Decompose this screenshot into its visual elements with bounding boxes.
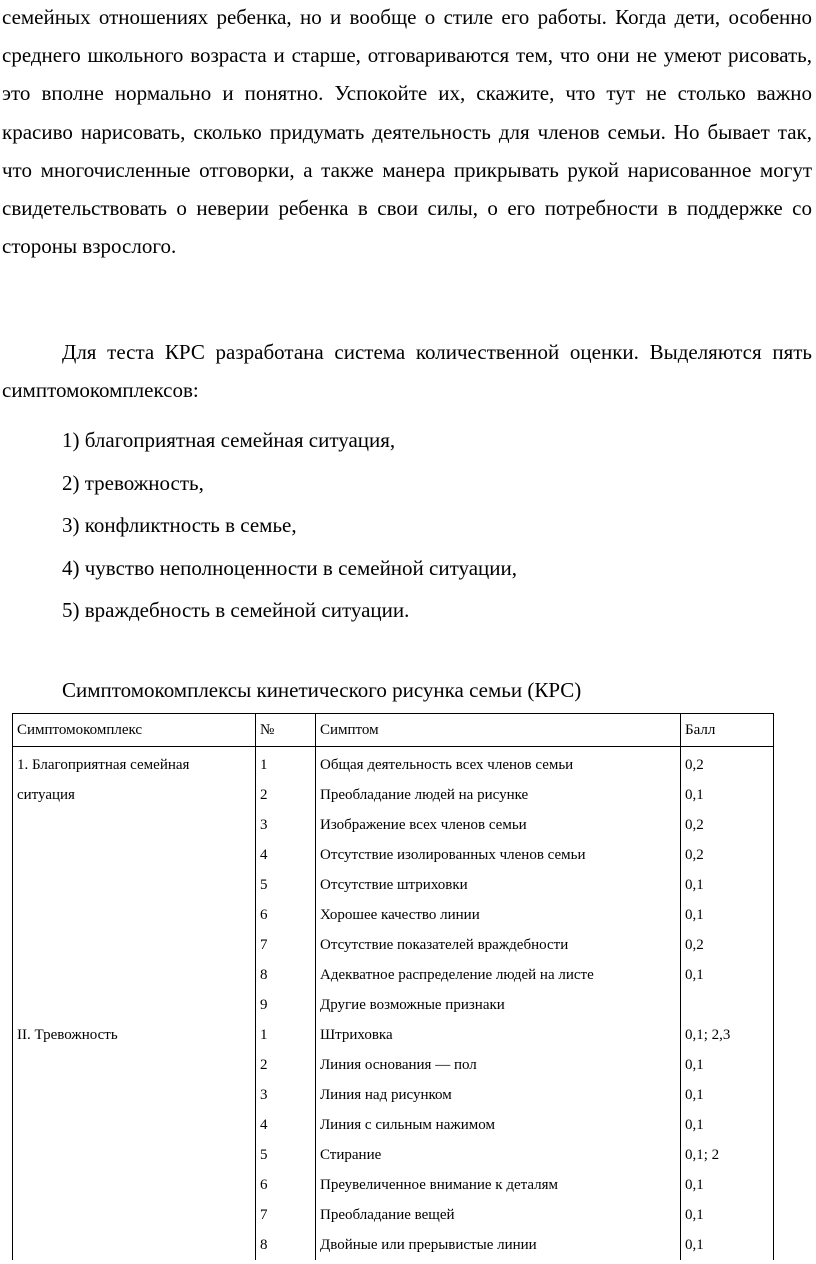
symptom-complex-list [62, 419, 517, 632]
symptom-cell: Стирание [316, 1140, 681, 1170]
number-cell: 6 [256, 1170, 316, 1200]
symptom-cell: Другие возможные признаки [316, 990, 681, 1020]
category-cell: II. Тревожность [13, 1020, 256, 1260]
symptom-cell: Преобладание вещей [316, 1200, 681, 1230]
symptom-cell: Адекватное распределение людей на листе [316, 960, 681, 990]
symptom-cell: Линия с сильным нажимом [316, 1110, 681, 1140]
score-cell: 0,1 [681, 960, 774, 990]
number-cell: 3 [256, 810, 316, 840]
symptom-cell: Преувеличенное внимание к деталям [316, 1170, 681, 1200]
symptom-cell: Общая деятельность всех членов семьи [316, 747, 681, 781]
score-cell: 0,1 [681, 1200, 774, 1230]
symptom-cell: Линия основания — пол [316, 1050, 681, 1080]
paragraph-2 [2, 333, 812, 409]
symptom-cell: Хорошее качество линии [316, 900, 681, 930]
paragraph-1-text: семейных отношениях ребенка, но и вообще о стиле его работы. Когда дети, особенно среднего школьного возраста и старше, отговариваются тем, что они не умеют рисовать, это вполне нормально и понятно. Успокойте их, скажите, что тут не столько важно красиво нарисовать, сколько придумать деятельность для членов семьи. Но бывает так, что многочисленные отговорки, а также манера прикрывать рукой нарисованное могут свидетельствовать о неверии ребенка в свои силы, о его потребности в поддержке со стороны взрослого. [2, 5, 812, 259]
score-cell: 0,1; 2,3 [681, 1020, 774, 1050]
number-cell: 5 [256, 870, 316, 900]
score-cell: 0,2 [681, 810, 774, 840]
number-cell: 1 [256, 747, 316, 781]
category-cell: 1. Благоприятная семейная ситуация [13, 747, 256, 1021]
number-cell: 2 [256, 780, 316, 810]
paragraph-2-text: Для теста КРС разработана система количественной оценки. Выделяются пять симптомокомплексов: [2, 340, 812, 403]
score-cell: 0,2 [681, 747, 774, 781]
score-cell: 0,1; 2 [681, 1140, 774, 1170]
number-cell: 2 [256, 1050, 316, 1080]
number-cell: 7 [256, 930, 316, 960]
number-cell: 6 [256, 900, 316, 930]
number-cell: 7 [256, 1200, 316, 1230]
number-cell: 8 [256, 1230, 316, 1260]
symptom-cell: Линия над рисунком [316, 1080, 681, 1110]
score-cell: 0,1 [681, 870, 774, 900]
table-header-row [13, 714, 774, 747]
number-cell: 5 [256, 1140, 316, 1170]
list-item: 2) тревожность, [62, 470, 204, 495]
score-cell: 0,1 [681, 780, 774, 810]
number-cell: 4 [256, 840, 316, 870]
score-cell [681, 990, 774, 1020]
symptom-table [12, 713, 774, 1260]
score-cell: 0,1 [681, 1110, 774, 1140]
table-row [13, 1020, 774, 1050]
score-cell: 0,2 [681, 930, 774, 960]
symptom-cell: Штриховка [316, 1020, 681, 1050]
symptom-cell: Отсутствие штриховки [316, 870, 681, 900]
list-item: 3) конфликтность в семье, [62, 513, 297, 537]
header-symptom: Симптом [316, 714, 681, 747]
score-cell: 0,1 [681, 900, 774, 930]
symptom-cell: Изображение всех членов семьи [316, 810, 681, 840]
number-cell: 4 [256, 1110, 316, 1140]
paragraph-1 [2, 0, 812, 265]
number-cell: 8 [256, 960, 316, 990]
table-title: Симптомокомплексы кинетического рисунка семьи (КРС) [62, 678, 582, 702]
score-cell: 0,2 [681, 840, 774, 870]
header-complex: Симптомокомплекс [13, 714, 256, 747]
score-cell: 0,1 [681, 1080, 774, 1110]
table-row [13, 747, 774, 781]
header-number: № [256, 714, 316, 747]
list-item: 5) враждебность в семейной ситуации. [62, 598, 410, 622]
number-cell: 9 [256, 990, 316, 1020]
symptom-cell: Преобладание людей на рисунке [316, 780, 681, 810]
symptom-cell: Отсутствие показателей враждебности [316, 930, 681, 960]
symptom-cell: Двойные или прерывистые линии [316, 1230, 681, 1260]
header-score: Балл [681, 714, 774, 747]
number-cell: 1 [256, 1020, 316, 1050]
list-item: 1) благоприятная семейная ситуация, [62, 428, 396, 452]
symptom-cell: Отсутствие изолированных членов семьи [316, 840, 681, 870]
list-item: 4) чувство неполноценности в семейной ситуации, [62, 555, 518, 580]
score-cell: 0,1 [681, 1170, 774, 1200]
score-cell: 0,1 [681, 1230, 774, 1260]
number-cell: 3 [256, 1080, 316, 1110]
score-cell: 0,1 [681, 1050, 774, 1080]
